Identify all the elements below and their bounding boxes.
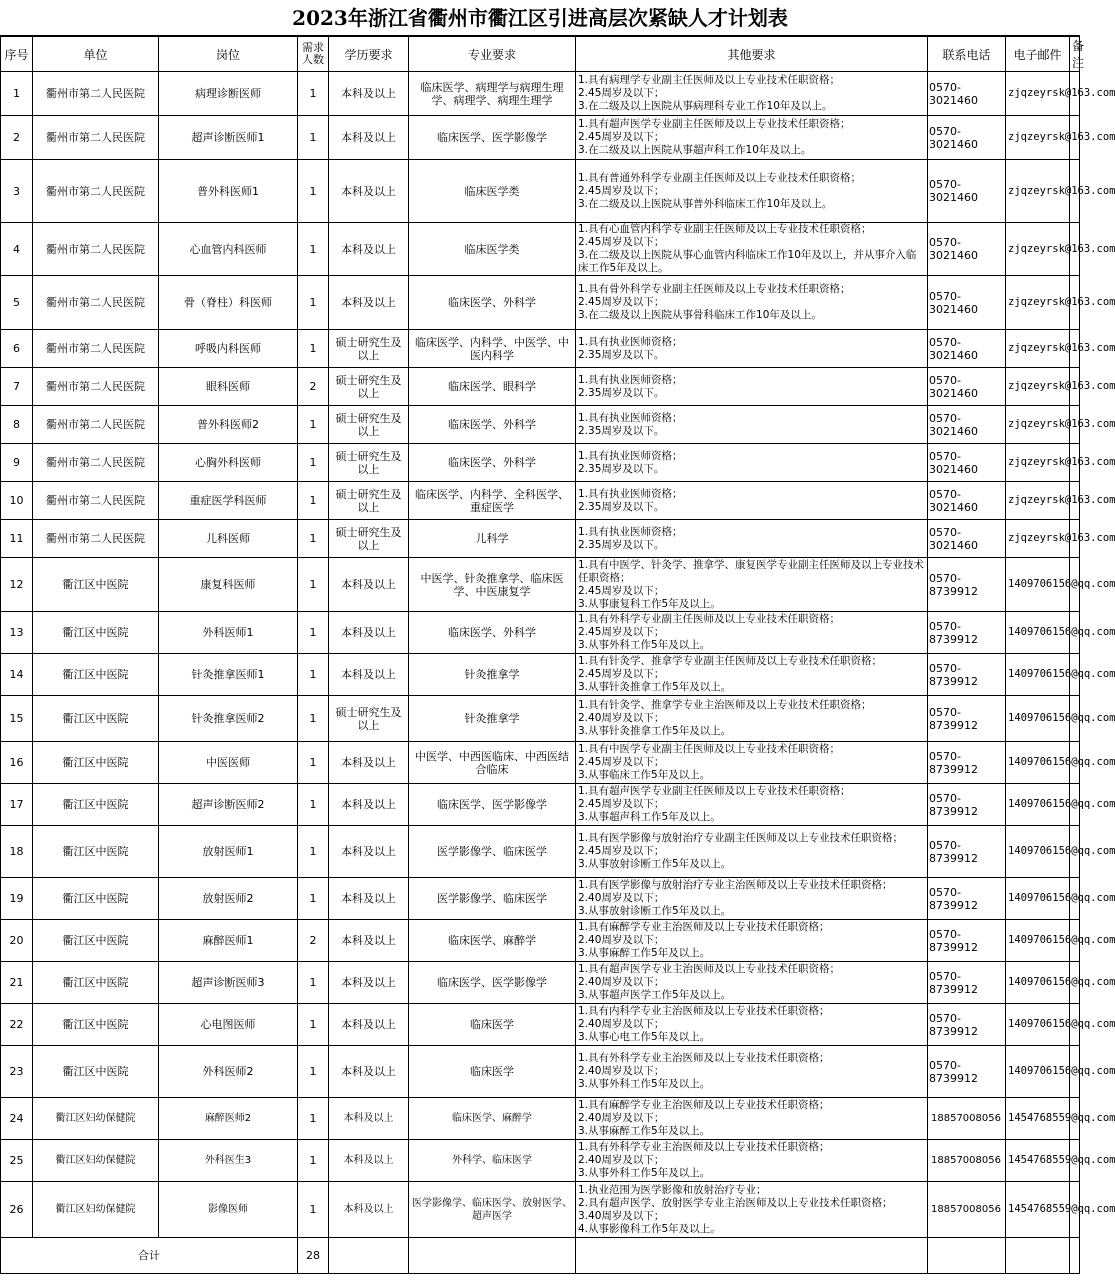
cell-edu: 本科及以上 <box>329 116 409 160</box>
header-email: 电子邮件 <box>1006 37 1070 72</box>
cell-major: 临床医学、病理学与病理生理学、病理学、病理生理学 <box>409 72 576 116</box>
cell-unit: 衢州市第二人民医院 <box>33 72 159 116</box>
cell-other-requirements: 1.具有针灸学、推拿学专业主治医师及以上专业技术任职资格； 2.40周岁及以下； 3.从事针灸推拿工作5年及以上。 <box>576 696 928 742</box>
cell-count: 1 <box>298 1046 329 1098</box>
table-row <box>1 612 1080 654</box>
cell-other-requirements: 1.具有医学影像与放射治疗专业主治医师及以上专业技术任职资格； 2.40周岁及以下； 3.从事放射诊断工作5年及以上。 <box>576 878 928 920</box>
header-edu: 学历要求 <box>329 37 409 72</box>
cell-email: zjqzeyrsk@163.com <box>1006 116 1070 160</box>
cell-edu: 本科及以上 <box>329 878 409 920</box>
cell-no: 3 <box>1 160 33 223</box>
table-row <box>1 276 1080 330</box>
cell-edu: 本科及以上 <box>329 1098 409 1140</box>
cell-other-requirements: 1.具有超声医学专业主治医师及以上专业技术任职资格； 2.40周岁及以下； 3.从事超声医学工作5年及以上。 <box>576 962 928 1004</box>
cell-email: 1454768559@qq.com <box>1006 1182 1070 1238</box>
cell-no: 18 <box>1 826 33 878</box>
cell-no: 10 <box>1 482 33 520</box>
cell-major: 外科学、临床医学 <box>409 1140 576 1182</box>
cell-count: 1 <box>298 160 329 223</box>
cell-major: 临床医学、医学影像学 <box>409 116 576 160</box>
cell-post: 骨（脊柱）科医师 <box>159 276 298 330</box>
cell-major: 针灸推拿学 <box>409 696 576 742</box>
cell-post: 儿科医师 <box>159 520 298 558</box>
cell-post: 病理诊断医师 <box>159 72 298 116</box>
table-row <box>1 406 1080 444</box>
cell-post: 外科医师1 <box>159 612 298 654</box>
table-row <box>1 160 1080 223</box>
cell-edu: 本科及以上 <box>329 276 409 330</box>
cell-email: zjqzeyrsk@163.com <box>1006 482 1070 520</box>
header-count: 需求人数 <box>298 37 329 72</box>
cell-count: 1 <box>298 1098 329 1140</box>
cell-no: 23 <box>1 1046 33 1098</box>
cell-count: 1 <box>298 116 329 160</box>
cell-edu: 本科及以上 <box>329 223 409 276</box>
cell-major: 临床医学类 <box>409 160 576 223</box>
cell-edu: 本科及以上 <box>329 742 409 784</box>
cell-edu: 硕士研究生及以上 <box>329 482 409 520</box>
cell-no: 6 <box>1 330 33 368</box>
cell-post: 针灸推拿医师2 <box>159 696 298 742</box>
cell-unit: 衢江区中医院 <box>33 878 159 920</box>
header-no: 序号 <box>1 37 33 72</box>
cell-edu: 本科及以上 <box>329 784 409 826</box>
cell-email: 1409706156@qq.com <box>1006 696 1070 742</box>
cell-phone: 0570-3021460 <box>928 276 1006 330</box>
cell-unit: 衢江区妇幼保健院 <box>33 1182 159 1238</box>
cell-edu: 硕士研究生及以上 <box>329 520 409 558</box>
cell-major: 临床医学、医学影像学 <box>409 962 576 1004</box>
table-row <box>1 482 1080 520</box>
cell-no: 24 <box>1 1098 33 1140</box>
cell-phone: 18857008056 <box>928 1098 1006 1140</box>
cell-email: zjqzeyrsk@163.com <box>1006 330 1070 368</box>
cell-other-requirements: 1.具有心血管内科学专业副主任医师及以上专业技术任职资格； 2.45周岁及以下； 3.在二级及以上医院从事心血管内科临床工作10年及以上，并从事介入临床工作5年及以上。 <box>576 223 928 276</box>
cell-phone: 18857008056 <box>928 1182 1006 1238</box>
cell-email: 1409706156@qq.com <box>1006 742 1070 784</box>
cell-major: 医学影像学、临床医学 <box>409 826 576 878</box>
cell-edu: 本科及以上 <box>329 1140 409 1182</box>
header-post: 岗位 <box>159 37 298 72</box>
cell-email: 1409706156@qq.com <box>1006 1046 1070 1098</box>
cell-post: 超声诊断医师2 <box>159 784 298 826</box>
cell-major: 中医学、中西医临床、中西医结合临床 <box>409 742 576 784</box>
cell-count: 1 <box>298 826 329 878</box>
cell-phone: 0570-8739912 <box>928 1046 1006 1098</box>
table-row <box>1 654 1080 696</box>
cell-edu: 本科及以上 <box>329 920 409 962</box>
cell-major: 临床医学 <box>409 1004 576 1046</box>
cell-other-requirements: 1.具有外科学专业副主任医师及以上专业技术任职资格； 2.45周岁及以下； 3.从事外科工作5年及以上。 <box>576 612 928 654</box>
cell-phone: 0570-3021460 <box>928 72 1006 116</box>
cell-count: 1 <box>298 520 329 558</box>
cell-count: 1 <box>298 962 329 1004</box>
cell-email: 1409706156@qq.com <box>1006 612 1070 654</box>
cell-no: 20 <box>1 920 33 962</box>
cell-major: 针灸推拿学 <box>409 654 576 696</box>
cell-count: 1 <box>298 784 329 826</box>
cell-email: 1454768559@qq.com <box>1006 1098 1070 1140</box>
table-row <box>1 520 1080 558</box>
cell-no: 14 <box>1 654 33 696</box>
cell-major: 临床医学类 <box>409 223 576 276</box>
cell-email: zjqzeyrsk@163.com <box>1006 406 1070 444</box>
sheet-title: 2023年浙江省衢州市衢江区引进高层次紧缺人才计划表 <box>0 0 1080 36</box>
cell-post: 麻醉医师2 <box>159 1098 298 1140</box>
table-row <box>1 784 1080 826</box>
cell-phone: 0570-8739912 <box>928 1004 1006 1046</box>
cell-post: 普外科医师1 <box>159 160 298 223</box>
cell-phone: 0570-8739912 <box>928 962 1006 1004</box>
cell-other-requirements: 1.具有执业医师资格； 2.35周岁及以下。 <box>576 368 928 406</box>
cell-other-requirements: 1.具有针灸学、推拿学专业副主任医师及以上专业技术任职资格； 2.45周岁及以下； 3.从事针灸推拿工作5年及以上。 <box>576 654 928 696</box>
cell-phone: 0570-8739912 <box>928 784 1006 826</box>
cell-major: 临床医学、麻醉学 <box>409 1098 576 1140</box>
cell-count: 2 <box>298 368 329 406</box>
header-other: 其他要求 <box>576 37 928 72</box>
cell-other-requirements: 1.具有中医学、针灸学、推拿学、康复医学专业副主任医师及以上专业技术任职资格； 2.45周岁及以下； 3.从事康复科工作5年及以上。 <box>576 558 928 612</box>
cell-count: 1 <box>298 330 329 368</box>
cell-post: 呼吸内科医师 <box>159 330 298 368</box>
cell-phone: 0570-3021460 <box>928 160 1006 223</box>
cell-edu: 本科及以上 <box>329 558 409 612</box>
cell-major: 临床医学 <box>409 1046 576 1098</box>
cell-count: 1 <box>298 612 329 654</box>
cell-count: 1 <box>298 444 329 482</box>
cell-unit: 衢江区中医院 <box>33 742 159 784</box>
cell-no: 26 <box>1 1182 33 1238</box>
cell-post: 麻醉医师1 <box>159 920 298 962</box>
table-row <box>1 1046 1080 1098</box>
cell-unit: 衢州市第二人民医院 <box>33 444 159 482</box>
cell-other-requirements: 1.具有中医学专业副主任医师及以上专业技术任职资格； 2.45周岁及以下； 3.从事临床工作5年及以上。 <box>576 742 928 784</box>
cell-other-requirements: 1.具有执业医师资格； 2.35周岁及以下。 <box>576 444 928 482</box>
cell-major: 临床医学、麻醉学 <box>409 920 576 962</box>
cell-count: 1 <box>298 223 329 276</box>
cell-edu: 本科及以上 <box>329 1182 409 1238</box>
cell-email: 1409706156@qq.com <box>1006 878 1070 920</box>
cell-post: 针灸推拿医师1 <box>159 654 298 696</box>
cell-count: 2 <box>298 920 329 962</box>
cell-count: 1 <box>298 654 329 696</box>
header-major: 专业要求 <box>409 37 576 72</box>
cell-count: 1 <box>298 482 329 520</box>
cell-edu: 本科及以上 <box>329 962 409 1004</box>
cell-other-requirements: 1.具有超声医学专业副主任医师及以上专业技术任职资格； 2.45周岁及以下； 3.在二级及以上医院从事超声科工作10年及以上。 <box>576 116 928 160</box>
header-phone: 联系电话 <box>928 37 1006 72</box>
table-row <box>1 444 1080 482</box>
cell-other-requirements: 1.执业范围为医学影像和放射治疗专业； 2.具有超声医学、放射医学专业主治医师及以上专业技术任职资格； 3.40周岁及以下； 4.从事影像科工作5年及以上。 <box>576 1182 928 1238</box>
cell-no: 4 <box>1 223 33 276</box>
cell-email: 1409706156@qq.com <box>1006 558 1070 612</box>
cell-phone: 0570-3021460 <box>928 116 1006 160</box>
cell-no: 15 <box>1 696 33 742</box>
cell-unit: 衢江区中医院 <box>33 784 159 826</box>
cell-phone: 0570-3021460 <box>928 520 1006 558</box>
cell-other-requirements: 1.具有执业医师资格； 2.35周岁及以下。 <box>576 330 928 368</box>
cell-no: 16 <box>1 742 33 784</box>
total-count: 28 <box>298 1238 329 1274</box>
cell-edu: 硕士研究生及以上 <box>329 696 409 742</box>
table-row <box>1 1004 1080 1046</box>
table-row <box>1 826 1080 878</box>
cell-unit: 衢州市第二人民医院 <box>33 520 159 558</box>
cell-post: 眼科医师 <box>159 368 298 406</box>
cell-major: 临床医学、内科学、全科医学、重症医学 <box>409 482 576 520</box>
cell-post: 外科医生3 <box>159 1140 298 1182</box>
cell-email: zjqzeyrsk@163.com <box>1006 72 1070 116</box>
cell-phone: 0570-3021460 <box>928 330 1006 368</box>
header-unit: 单位 <box>33 37 159 72</box>
cell-phone: 0570-8739912 <box>928 878 1006 920</box>
cell-edu: 本科及以上 <box>329 612 409 654</box>
cell-phone: 0570-8739912 <box>928 920 1006 962</box>
cell-unit: 衢江区中医院 <box>33 654 159 696</box>
table-row <box>1 962 1080 1004</box>
table-row <box>1 1140 1080 1182</box>
table-row <box>1 1182 1080 1238</box>
cell-no: 5 <box>1 276 33 330</box>
table-row <box>1 223 1080 276</box>
cell-email: zjqzeyrsk@163.com <box>1006 444 1070 482</box>
cell-phone: 0570-3021460 <box>928 444 1006 482</box>
cell-unit: 衢州市第二人民医院 <box>33 482 159 520</box>
cell-post: 心血管内科医师 <box>159 223 298 276</box>
table-row <box>1 742 1080 784</box>
cell-post: 重症医学科医师 <box>159 482 298 520</box>
cell-other-requirements: 1.具有执业医师资格； 2.35周岁及以下。 <box>576 520 928 558</box>
cell-count: 1 <box>298 72 329 116</box>
cell-edu: 本科及以上 <box>329 72 409 116</box>
cell-phone: 0570-8739912 <box>928 742 1006 784</box>
cell-email: 1409706156@qq.com <box>1006 920 1070 962</box>
cell-major: 中医学、针灸推拿学、临床医学、中医康复学 <box>409 558 576 612</box>
cell-no: 21 <box>1 962 33 1004</box>
cell-major: 临床医学、外科学 <box>409 406 576 444</box>
cell-email: 1409706156@qq.com <box>1006 1004 1070 1046</box>
cell-other-requirements: 1.具有执业医师资格； 2.35周岁及以下。 <box>576 406 928 444</box>
cell-post: 普外科医师2 <box>159 406 298 444</box>
cell-count: 1 <box>298 1182 329 1238</box>
cell-phone: 0570-3021460 <box>928 482 1006 520</box>
cell-phone: 0570-3021460 <box>928 368 1006 406</box>
cell-unit: 衢州市第二人民医院 <box>33 160 159 223</box>
cell-email: zjqzeyrsk@163.com <box>1006 276 1070 330</box>
cell-email: zjqzeyrsk@163.com <box>1006 223 1070 276</box>
cell-edu: 本科及以上 <box>329 160 409 223</box>
cell-major: 临床医学、外科学 <box>409 612 576 654</box>
cell-email: 1409706156@qq.com <box>1006 784 1070 826</box>
cell-other-requirements: 1.具有外科学专业主治医师及以上专业技术任职资格； 2.40周岁及以下； 3.从事外科工作5年及以上。 <box>576 1046 928 1098</box>
cell-post: 超声诊断医师1 <box>159 116 298 160</box>
cell-other-requirements: 1.具有外科学专业主治医师及以上专业技术任职资格； 2.40周岁及以下； 3.从事外科工作5年及以上。 <box>576 1140 928 1182</box>
cell-major: 临床医学、医学影像学 <box>409 784 576 826</box>
cell-unit: 衢江区妇幼保健院 <box>33 1098 159 1140</box>
cell-post: 超声诊断医师3 <box>159 962 298 1004</box>
cell-post: 中医医师 <box>159 742 298 784</box>
table-row <box>1 72 1080 116</box>
cell-edu: 本科及以上 <box>329 826 409 878</box>
cell-email: 1454768559@qq.com <box>1006 1140 1070 1182</box>
table-body <box>1 72 1115 1238</box>
table-row <box>1 878 1080 920</box>
cell-no: 11 <box>1 520 33 558</box>
cell-count: 1 <box>298 276 329 330</box>
cell-major: 临床医学、内科学、中医学、中医内科学 <box>409 330 576 368</box>
cell-other-requirements: 1.具有骨外科学专业副主任医师及以上专业技术任职资格； 2.45周岁及以下； 3.在二级及以上医院从事骨科临床工作10年及以上。 <box>576 276 928 330</box>
cell-no: 17 <box>1 784 33 826</box>
cell-phone: 0570-8739912 <box>928 696 1006 742</box>
cell-unit: 衢江区中医院 <box>33 962 159 1004</box>
cell-email: 1409706156@qq.com <box>1006 962 1070 1004</box>
total-row <box>1 1238 1080 1274</box>
cell-email: zjqzeyrsk@163.com <box>1006 520 1070 558</box>
cell-post: 康复科医师 <box>159 558 298 612</box>
cell-no: 8 <box>1 406 33 444</box>
cell-count: 1 <box>298 742 329 784</box>
cell-phone: 0570-8739912 <box>928 654 1006 696</box>
cell-edu: 硕士研究生及以上 <box>329 368 409 406</box>
cell-edu: 硕士研究生及以上 <box>329 330 409 368</box>
cell-count: 1 <box>298 406 329 444</box>
cell-no: 19 <box>1 878 33 920</box>
cell-email: zjqzeyrsk@163.com <box>1006 160 1070 223</box>
header-remark: 备注 <box>1070 37 1080 72</box>
cell-count: 1 <box>298 1140 329 1182</box>
table-row <box>1 116 1080 160</box>
cell-other-requirements: 1.具有内科学专业主治医师及以上专业技术任职资格； 2.40周岁及以下； 3.从事心电工作5年及以上。 <box>576 1004 928 1046</box>
cell-no: 25 <box>1 1140 33 1182</box>
cell-other-requirements: 1.具有超声医学专业副主任医师及以上专业技术任职资格； 2.45周岁及以下； 3.从事超声科工作5年及以上。 <box>576 784 928 826</box>
cell-major: 临床医学、外科学 <box>409 444 576 482</box>
cell-count: 1 <box>298 878 329 920</box>
cell-edu: 本科及以上 <box>329 1046 409 1098</box>
cell-other-requirements: 1.具有麻醉学专业主治医师及以上专业技术任职资格； 2.40周岁及以下； 3.从事麻醉工作5年及以上。 <box>576 1098 928 1140</box>
cell-unit: 衢州市第二人民医院 <box>33 330 159 368</box>
cell-edu: 本科及以上 <box>329 1004 409 1046</box>
table-row <box>1 330 1080 368</box>
table-row <box>1 1098 1080 1140</box>
cell-phone: 0570-3021460 <box>928 223 1006 276</box>
cell-other-requirements: 1.具有执业医师资格； 2.35周岁及以下。 <box>576 482 928 520</box>
cell-edu: 本科及以上 <box>329 654 409 696</box>
cell-other-requirements: 1.具有麻醉学专业主治医师及以上专业技术任职资格； 2.40周岁及以下； 3.从事麻醉工作5年及以上。 <box>576 920 928 962</box>
cell-no: 13 <box>1 612 33 654</box>
cell-count: 1 <box>298 1004 329 1046</box>
cell-other-requirements: 1.具有医学影像与放射治疗专业副主任医师及以上专业技术任职资格； 2.45周岁及以下； 3.从事放射诊断工作5年及以上。 <box>576 826 928 878</box>
cell-phone: 0570-3021460 <box>928 406 1006 444</box>
cell-other-requirements: 1.具有病理学专业副主任医师及以上专业技术任职资格； 2.45周岁及以下； 3.在二级及以上医院从事病理科专业工作10年及以上。 <box>576 72 928 116</box>
cell-major: 临床医学、外科学 <box>409 276 576 330</box>
cell-unit: 衢江区中医院 <box>33 558 159 612</box>
table-row <box>1 368 1080 406</box>
cell-no: 1 <box>1 72 33 116</box>
cell-post: 心胸外科医师 <box>159 444 298 482</box>
cell-phone: 0570-8739912 <box>928 558 1006 612</box>
cell-email: 1409706156@qq.com <box>1006 826 1070 878</box>
cell-no: 9 <box>1 444 33 482</box>
cell-post: 外科医师2 <box>159 1046 298 1098</box>
cell-unit: 衢州市第二人民医院 <box>33 223 159 276</box>
cell-post: 放射医师1 <box>159 826 298 878</box>
table-row <box>1 920 1080 962</box>
cell-phone: 18857008056 <box>928 1140 1006 1182</box>
cell-unit: 衢州市第二人民医院 <box>33 276 159 330</box>
cell-unit: 衢州市第二人民医院 <box>33 368 159 406</box>
cell-unit: 衢江区中医院 <box>33 1046 159 1098</box>
cell-major: 医学影像学、临床医学、放射医学、超声医学 <box>409 1182 576 1238</box>
cell-email: 1409706156@qq.com <box>1006 654 1070 696</box>
cell-edu: 硕士研究生及以上 <box>329 444 409 482</box>
cell-no: 12 <box>1 558 33 612</box>
header-row <box>1 37 1080 72</box>
cell-count: 1 <box>298 558 329 612</box>
table-row <box>1 558 1080 612</box>
cell-unit: 衢江区中医院 <box>33 696 159 742</box>
total-label: 合计 <box>1 1238 298 1274</box>
cell-no: 7 <box>1 368 33 406</box>
cell-unit: 衢江区中医院 <box>33 1004 159 1046</box>
cell-no: 2 <box>1 116 33 160</box>
cell-unit: 衢江区中医院 <box>33 826 159 878</box>
cell-major: 医学影像学、临床医学 <box>409 878 576 920</box>
cell-post: 影像医师 <box>159 1182 298 1238</box>
cell-unit: 衢江区中医院 <box>33 920 159 962</box>
cell-phone: 0570-8739912 <box>928 826 1006 878</box>
cell-major: 临床医学、眼科学 <box>409 368 576 406</box>
cell-unit: 衢江区妇幼保健院 <box>33 1140 159 1182</box>
table-row <box>1 696 1080 742</box>
cell-unit: 衢州市第二人民医院 <box>33 116 159 160</box>
cell-edu: 硕士研究生及以上 <box>329 406 409 444</box>
cell-no: 22 <box>1 1004 33 1046</box>
cell-post: 放射医师2 <box>159 878 298 920</box>
cell-major: 儿科学 <box>409 520 576 558</box>
cell-phone: 0570-8739912 <box>928 612 1006 654</box>
cell-count: 1 <box>298 696 329 742</box>
cell-unit: 衢州市第二人民医院 <box>33 406 159 444</box>
cell-other-requirements: 1.具有普通外科学专业副主任医师及以上专业技术任职资格； 2.45周岁及以下； 3.在二级及以上医院从事普外科临床工作10年及以上。 <box>576 160 928 223</box>
talent-plan-table <box>0 36 1115 1274</box>
cell-post: 心电图医师 <box>159 1004 298 1046</box>
cell-email: zjqzeyrsk@163.com <box>1006 368 1070 406</box>
cell-unit: 衢江区中医院 <box>33 612 159 654</box>
